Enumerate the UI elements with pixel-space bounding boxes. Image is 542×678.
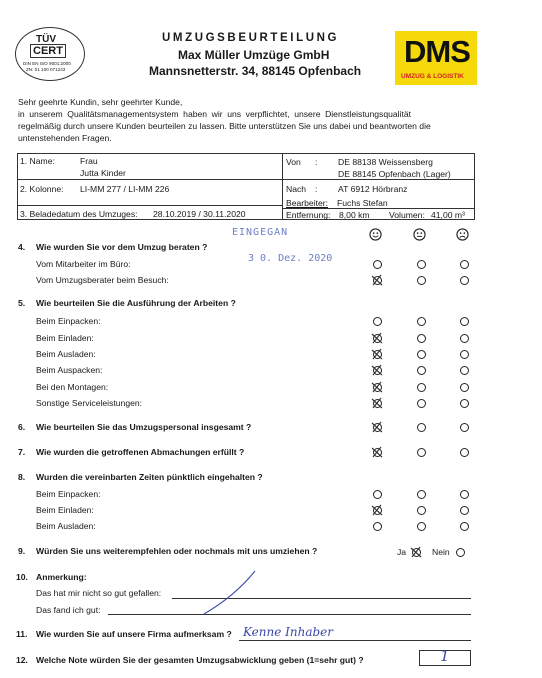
q8a-bad-radio[interactable] [460, 490, 469, 499]
q6-neutral-radio[interactable] [417, 423, 426, 432]
q10-text: Anmerkung: [36, 572, 87, 582]
q7-number: 7. [18, 447, 26, 457]
dms-brand: DMS [404, 34, 470, 69]
q5-text: Wie beurteilen Sie die Ausführung der Arbeiten ? [36, 298, 236, 308]
happy-face-icon [369, 228, 382, 241]
tuv-line2: ZN: 01 100 071243 [26, 67, 66, 72]
dms-tagline: UMZUG & LOGISTIK [401, 73, 464, 80]
q8-number: 8. [18, 472, 26, 482]
q9-no-radio[interactable] [456, 548, 465, 557]
q5-sub1: Beim Einpacken: [36, 316, 101, 326]
q5b-neutral-radio[interactable] [417, 334, 426, 343]
bearbeiter-label: Bearbeiter: [286, 198, 329, 208]
name-salutation: Frau [80, 156, 98, 166]
q8a-good-radio[interactable] [373, 490, 382, 499]
q5c-neutral-radio[interactable] [417, 350, 426, 359]
q5a-neutral-radio[interactable] [417, 317, 426, 326]
info-divider-right-2 [282, 208, 475, 209]
q4-number: 4. [18, 242, 26, 252]
info-divider-right-1 [282, 179, 475, 180]
q5d-neutral-radio[interactable] [417, 366, 426, 375]
q8-text: Wurden die vereinbarten Zeiten pünktlich eingehalten ? [36, 472, 263, 482]
name-value: Jutta Kinder [80, 168, 126, 178]
q11-answer: Kenne Inhaber [243, 625, 333, 639]
q5-sub2: Beim Einladen: [36, 333, 94, 343]
q9-number: 9. [18, 546, 26, 556]
sad-face-icon [456, 228, 469, 241]
entfernung-value: 8,00 km [339, 210, 370, 220]
q5e-neutral-radio[interactable] [417, 383, 426, 392]
q8b-bad-radio[interactable] [460, 506, 469, 515]
nach-label: Nach [286, 184, 307, 194]
q5d-cross-mark [371, 364, 383, 376]
form-title: UMZUGSBEURTEILUNG [162, 32, 340, 44]
q8a-neutral-radio[interactable] [417, 490, 426, 499]
q9-yes-cross-mark [410, 546, 422, 558]
q5d-bad-radio[interactable] [460, 366, 469, 375]
q8c-good-radio[interactable] [373, 522, 382, 531]
info-divider-left-1 [17, 179, 282, 180]
q8-sub1: Beim Einpacken: [36, 489, 101, 499]
q9-text: Würden Sie uns weiterempfehlen oder nochmals mit uns umziehen ? [36, 546, 318, 556]
q9-no-label: Nein [432, 547, 450, 557]
q10-sub1: Das hat mir nicht so gut gefallen: [36, 588, 162, 598]
volumen-value: 41,00 m³ [431, 210, 465, 220]
intro-line1: Sehr geehrte Kundin, sehr geehrter Kunde, [18, 97, 183, 107]
kolonne-value: LI-MM 277 / LI-MM 226 [80, 184, 170, 194]
q11-text: Wie wurden Sie auf unsere Firma aufmerksam ? [36, 629, 232, 639]
q11-line[interactable] [239, 640, 471, 641]
q4b-neutral-radio[interactable] [417, 276, 426, 285]
q10-number: 10. [16, 572, 28, 582]
q9-yes-label: Ja [397, 547, 407, 557]
q10-line2[interactable] [108, 614, 471, 615]
q7-text: Wie wurden die getroffenen Abmachungen erfüllt ? [36, 447, 245, 457]
intro-line4: untenstehenden Fragen. [18, 133, 112, 143]
tuv-cert: CERT [30, 44, 66, 58]
q7-neutral-radio[interactable] [417, 448, 426, 457]
q4a-bad-radio[interactable] [460, 260, 469, 269]
tuv-line1: DIN EN ISO 9001:2000 [23, 61, 71, 66]
intro-line3: regelmäßig durch unsere Kunden beurteilen zu lassen. Bitte unterstützen Sie uns dabei und beantworten die [18, 121, 431, 131]
tuv-cert-logo [15, 27, 85, 81]
q5a-bad-radio[interactable] [460, 317, 469, 326]
q4-sub1: Vom Mitarbeiter im Büro: [36, 259, 131, 269]
q8-sub2: Beim Einladen: [36, 505, 94, 515]
q10-sub2: Das fand ich gut: [36, 605, 101, 615]
intro-line2: in unserem Qualitätsmanagementsystem haben wir uns verpflichtet, unsere Dienstleistungsqualität [18, 109, 412, 119]
info-divider-vertical [282, 153, 283, 220]
kolonne-label: 2. Kolonne: [20, 184, 64, 194]
q4a-good-radio[interactable] [373, 260, 382, 269]
received-date: 3 0. Dez. 2020 [248, 253, 333, 264]
q5b-cross-mark [371, 332, 383, 344]
entfernung-label: Entfernung: [286, 210, 331, 220]
nach-value: AT 6912 Hörbranz [338, 184, 408, 194]
q4-sub2: Vom Umzugsberater beim Besuch: [36, 275, 169, 285]
neutral-face-icon [413, 228, 426, 241]
tuv-brand: TÜV [36, 34, 56, 45]
received-stamp: EINGEGAN [232, 227, 289, 238]
q8b-cross-mark [371, 504, 383, 516]
q5-sub3: Beim Ausladen: [36, 349, 96, 359]
name-label: 1. Name: [20, 156, 55, 166]
q5f-cross-mark [371, 397, 383, 409]
belade-value: 28.10.2019 / 30.11.2020 [153, 209, 246, 219]
q6-text: Wie beurteilen Sie das Umzugspersonal insgesamt ? [36, 422, 252, 432]
q4a-neutral-radio[interactable] [417, 260, 426, 269]
q5-sub4: Beim Auspacken: [36, 365, 103, 375]
q8b-neutral-radio[interactable] [417, 506, 426, 515]
q5c-bad-radio[interactable] [460, 350, 469, 359]
q10-strike-stroke [200, 568, 260, 618]
info-divider-left-2 [17, 205, 282, 206]
q6-bad-radio[interactable] [460, 423, 469, 432]
q4b-bad-radio[interactable] [460, 276, 469, 285]
q8c-neutral-radio[interactable] [417, 522, 426, 531]
q5b-bad-radio[interactable] [460, 334, 469, 343]
von-colon: : [315, 157, 318, 167]
belade-label: 3. Beladedatum des Umzuges: [20, 209, 138, 219]
q8c-bad-radio[interactable] [460, 522, 469, 531]
q5e-cross-mark [371, 381, 383, 393]
q4-text: Wie wurden Sie vor dem Umzug beraten ? [36, 242, 208, 252]
q7-bad-radio[interactable] [460, 448, 469, 457]
q5a-good-radio[interactable] [373, 317, 382, 326]
company-name: Max Müller Umzüge GmbH [178, 48, 330, 62]
q11-number: 11. [16, 629, 28, 639]
company-address: Mannsnetterstr. 34, 88145 Opfenbach [149, 64, 362, 78]
von-label: Von [286, 157, 301, 167]
q6-number: 6. [18, 422, 26, 432]
q12-number: 12. [16, 655, 28, 665]
von-value1: DE 88138 Weissensberg [338, 157, 433, 167]
q5-sub6: Sonstige Serviceleistungen: [36, 398, 143, 408]
q5e-bad-radio[interactable] [460, 383, 469, 392]
q4b-cross-mark [371, 274, 383, 286]
q5f-bad-radio[interactable] [460, 399, 469, 408]
dms-logo [395, 31, 477, 85]
volumen-label: Volumen: [389, 210, 425, 220]
q7-cross-mark [371, 446, 383, 458]
q12-text: Welche Note würden Sie der gesamten Umzugsabwicklung geben (1=sehr gut) ? [36, 655, 364, 665]
q5f-neutral-radio[interactable] [417, 399, 426, 408]
von-value2: DE 88145 Opfenbach (Lager) [338, 169, 451, 179]
bearbeiter-value: Fuchs Stefan [337, 198, 388, 208]
q12-answer: 1 [440, 647, 450, 665]
q8-sub3: Beim Ausladen: [36, 521, 96, 531]
nach-colon: : [315, 184, 318, 194]
q5c-cross-mark [371, 348, 383, 360]
q6-cross-mark [371, 421, 383, 433]
q5-number: 5. [18, 298, 26, 308]
q5-sub5: Bei den Montagen: [36, 382, 109, 392]
